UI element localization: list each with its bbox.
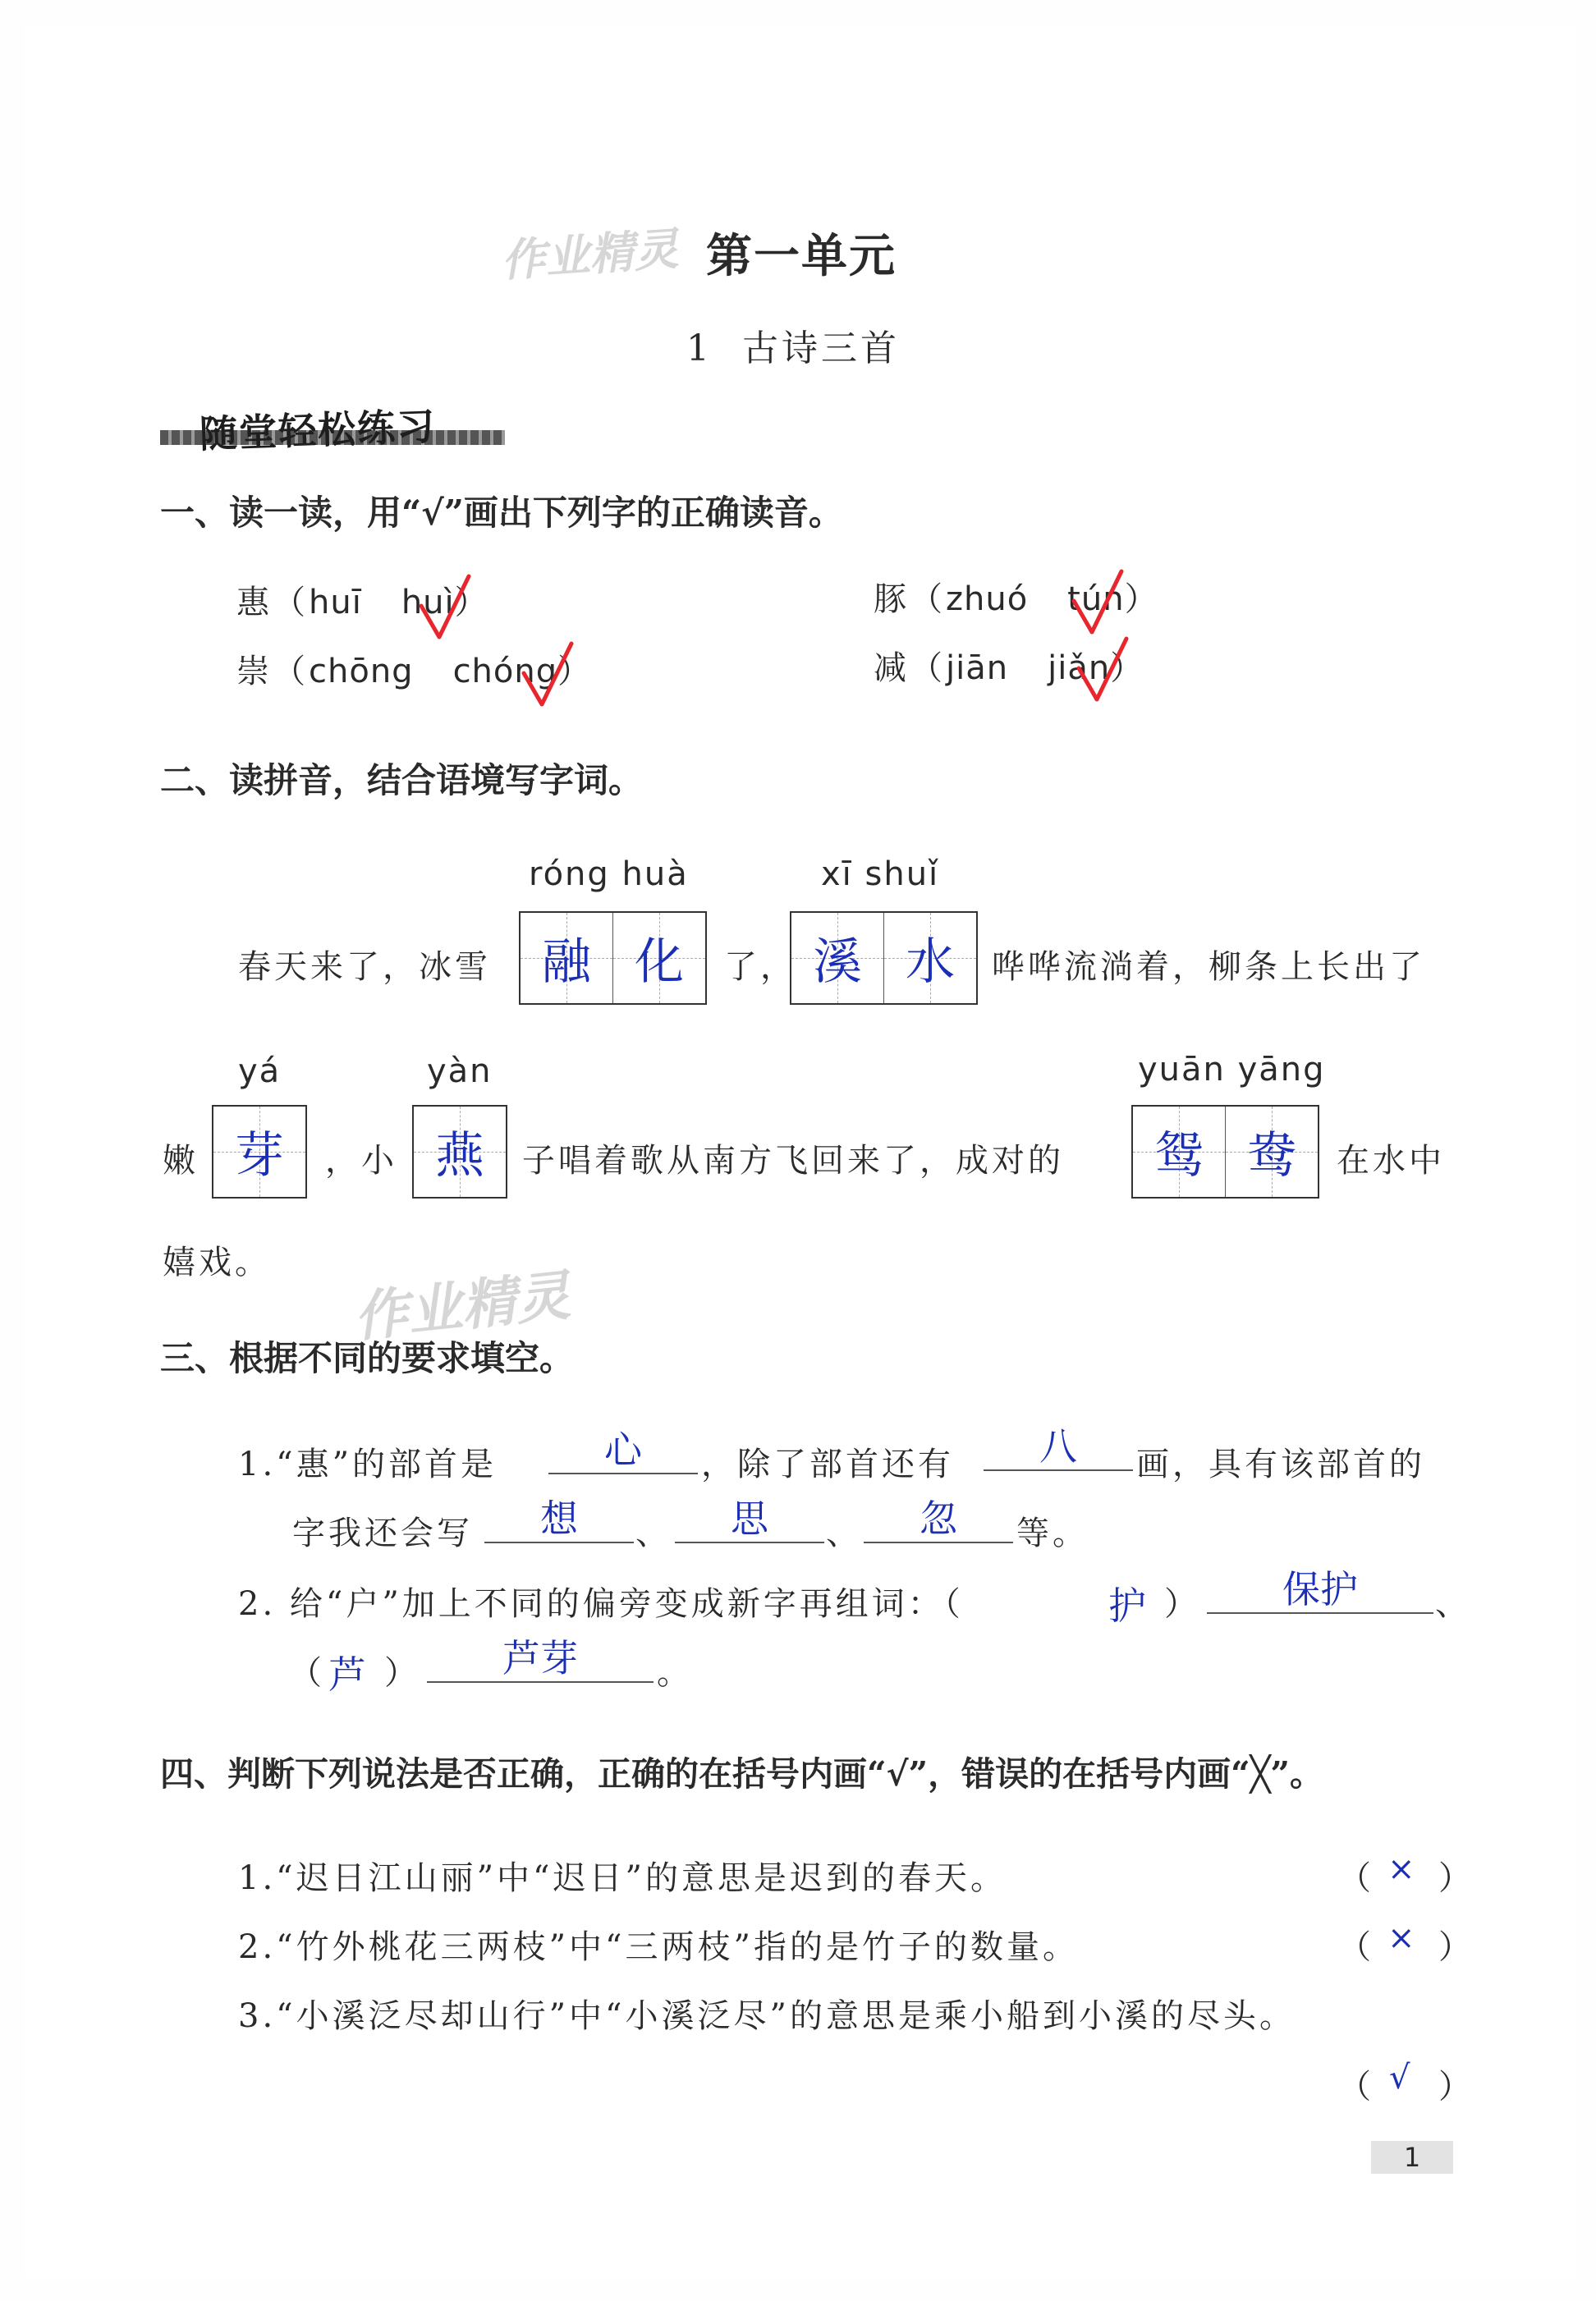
q2-heading: 二、读拼音，结合语境写字词。 bbox=[160, 760, 644, 800]
q3-item2-text: ） bbox=[384, 1654, 420, 1692]
paren: （ bbox=[1338, 1859, 1374, 1897]
checkmark-icon bbox=[1072, 634, 1138, 708]
pinyin-xi-shui: xī shuǐ bbox=[821, 855, 940, 893]
answer-cell: 燕 bbox=[414, 1107, 506, 1197]
option-b: jiǎn bbox=[1048, 649, 1111, 687]
blank-word-reed: 芦芽 bbox=[427, 1637, 654, 1683]
q3-item2-text: 。 bbox=[657, 1654, 693, 1692]
q4-heading: 四、判断下列说法是否正确，正确的在括号内画“√”，错误的在括号内画“╳”。 bbox=[160, 1754, 1323, 1794]
answer-cell: 融 bbox=[521, 913, 612, 1003]
lesson-name: 古诗三首 bbox=[742, 328, 900, 369]
separator: 、 bbox=[826, 1515, 862, 1552]
pinyin-yan: yàn bbox=[427, 1052, 493, 1090]
banner-text: 随堂轻松练习 bbox=[199, 403, 437, 457]
q3-heading: 三、根据不同的要求填空。 bbox=[160, 1338, 575, 1378]
page-number: 1 bbox=[1371, 2141, 1453, 2174]
separator: 、 bbox=[635, 1515, 672, 1552]
q1-char: 崇 bbox=[236, 653, 273, 690]
paren: ） bbox=[1438, 2068, 1474, 2106]
option-b: chóng bbox=[452, 653, 558, 690]
q2-text: 在水中 bbox=[1337, 1142, 1445, 1180]
pinyin-yuan-yang: yuān yāng bbox=[1138, 1051, 1326, 1089]
option-a: jiān bbox=[946, 649, 1009, 687]
lesson-title bbox=[686, 319, 900, 371]
answer-cell: 鸳 bbox=[1133, 1107, 1225, 1197]
answer-char: 护 bbox=[1108, 1584, 1146, 1628]
answer-mark: × bbox=[1387, 1850, 1415, 1888]
q1-char: 豚 bbox=[874, 580, 910, 618]
q2-text: 了， bbox=[724, 948, 796, 986]
paren: ） bbox=[1438, 1928, 1474, 1966]
paren: ） bbox=[454, 584, 491, 621]
lesson-number: 1 bbox=[686, 328, 713, 369]
watermark: 作业精灵 bbox=[351, 1263, 573, 1350]
paren: （ bbox=[273, 653, 309, 690]
blank-radical: 心 bbox=[548, 1428, 698, 1474]
unit-title: 第一单元 bbox=[706, 229, 897, 283]
blank-strokes: 八 bbox=[984, 1425, 1133, 1471]
answer-mark: × bbox=[1387, 1919, 1415, 1957]
answer-box-yan bbox=[412, 1105, 507, 1199]
answer-char: 芦 bbox=[328, 1652, 366, 1697]
pinyin-ya: yá bbox=[238, 1052, 282, 1090]
q3-item1-text: 1.“惠”的部首是 bbox=[238, 1446, 498, 1483]
option-a: huī bbox=[309, 584, 362, 621]
q3-item1-text: 字我还会写 bbox=[292, 1515, 473, 1552]
option-a: chōng bbox=[309, 653, 414, 690]
q1-heading: 一、读一读，用“√”画出下列字的正确读音。 bbox=[160, 493, 843, 533]
q3-item2-text: （ bbox=[289, 1654, 325, 1692]
blank-word-protect: 保护 bbox=[1207, 1568, 1433, 1614]
watermark: 作业精灵 bbox=[499, 222, 681, 287]
answer-cell: 水 bbox=[883, 913, 976, 1003]
blank-word1: 想 bbox=[484, 1497, 634, 1543]
q3-item1-text: 等。 bbox=[1016, 1515, 1089, 1552]
paren: ） bbox=[1438, 1859, 1474, 1897]
answer-box-xishui bbox=[790, 911, 978, 1005]
answer-cell: 鸯 bbox=[1225, 1107, 1318, 1197]
paren: ） bbox=[1124, 580, 1161, 618]
q2-text: 哗哗流淌着，柳条上长出了 bbox=[992, 948, 1425, 986]
q1-char: 减 bbox=[874, 649, 910, 687]
answer-cell: 溪 bbox=[791, 913, 883, 1003]
q3-item2-text: 、 bbox=[1435, 1585, 1471, 1623]
answer-box-ya bbox=[212, 1105, 307, 1199]
answer-box-ronghua bbox=[519, 911, 707, 1005]
option-a: zhuó bbox=[946, 580, 1029, 618]
q2-text: 嬉戏。 bbox=[163, 1244, 271, 1281]
paren: （ bbox=[910, 649, 946, 687]
answer-mark: √ bbox=[1389, 2059, 1410, 2097]
q4-item-3: 3.“小溪泛尽却山行”中“小溪泛尽”的意思是乘小船到小溪的尽头。 bbox=[238, 1997, 1296, 2035]
q3-item2-text: ） bbox=[1164, 1585, 1200, 1623]
paren: ） bbox=[557, 653, 594, 690]
paren: （ bbox=[273, 584, 309, 621]
q3-item1-text: ，除了部首还有 bbox=[701, 1446, 954, 1483]
answer-box-yuanyang bbox=[1131, 1105, 1319, 1199]
q1-char: 惠 bbox=[236, 584, 273, 621]
q2-text: 嫩 bbox=[163, 1142, 199, 1180]
blank-word3: 忽 bbox=[864, 1497, 1013, 1543]
paren: （ bbox=[910, 580, 946, 618]
paren: （ bbox=[1338, 2068, 1374, 2106]
q3-item2-text: 2. 给“户”加上不同的偏旁变成新字再组词：（ bbox=[238, 1585, 964, 1623]
answer-cell: 芽 bbox=[213, 1107, 305, 1197]
blank-word2: 思 bbox=[675, 1497, 824, 1543]
q2-text: 子唱着歌从南方飞回来了，成对的 bbox=[522, 1142, 1064, 1180]
q2-text: 春天来了，冰雪 bbox=[238, 948, 491, 986]
paren: ） bbox=[1110, 649, 1147, 687]
section-banner bbox=[160, 401, 505, 457]
checkmark-icon bbox=[1067, 566, 1133, 640]
option-b: huì bbox=[401, 584, 455, 621]
checkmark-icon bbox=[517, 639, 583, 713]
q2-text: ，小 bbox=[325, 1142, 397, 1180]
q3-item1-text: 画，具有该部首的 bbox=[1136, 1446, 1425, 1483]
answer-cell: 化 bbox=[612, 913, 705, 1003]
checkmark-icon bbox=[415, 571, 480, 645]
option-b: tún bbox=[1067, 580, 1125, 618]
paren: （ bbox=[1338, 1928, 1374, 1966]
q4-item-1: 1.“迟日江山丽”中“迟日”的意思是迟到的春天。 bbox=[238, 1859, 1007, 1897]
q4-item-2: 2.“竹外桃花三两枝”中“三两枝”指的是竹子的数量。 bbox=[238, 1928, 1079, 1966]
pinyin-rong-hua: róng huà bbox=[529, 855, 689, 893]
